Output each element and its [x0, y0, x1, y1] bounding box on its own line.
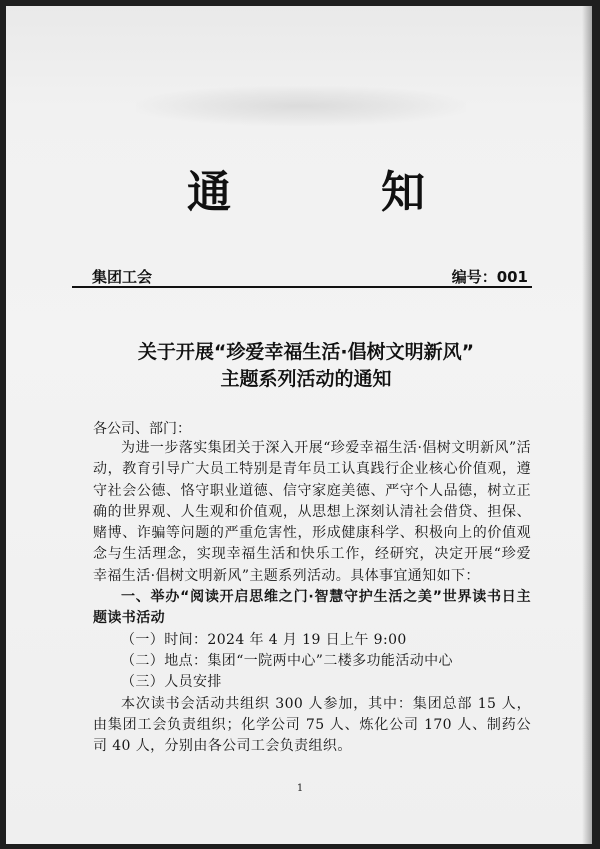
- page-number: 1: [296, 783, 304, 794]
- item-location: （二）地点：集团“一院两中心”二楼多功能活动中心: [121, 652, 453, 669]
- issuer-name: 集团工会: [92, 268, 153, 286]
- notice-body: [93, 438, 531, 757]
- header-divider: [72, 286, 532, 288]
- scan-smudge: [136, 86, 466, 126]
- intro-paragraph: 为进一步落实集团关于深入开展“珍爱幸福生活·倡树文明新风”活动，教育引导广大员工特别是青年员工认真践行企业核心价值观，遵守社会公德、恪守职业道德、信守家庭美德、严守个人品德，树立正确的世界观、人生观和价值观，从思想上深刻认清社会借贷、担保、赌博、诈骗等问题的严重危害性，形成健康科学、积极向上的价值观念与生活理念，实现幸福生活和快乐工作，经研究，决定开展“珍爱幸福生活·倡树文明新风”主题系列活动。具体事宜通知如下：: [93, 440, 531, 584]
- notice-title-line-2: 主题系列活动的通知: [220, 368, 392, 390]
- document-type-title: [6, 156, 592, 220]
- salutation: 各公司、部门：: [93, 421, 191, 437]
- title-char-2: 知: [381, 167, 425, 218]
- document-number: 编号：001: [451, 268, 528, 286]
- issuer-row: [92, 266, 528, 287]
- title-char-1: 通: [187, 167, 231, 218]
- item-time: （一）时间：2024 年 4 月 19 日上午 9:00: [121, 631, 407, 648]
- notice-title: [66, 339, 546, 393]
- section-1-heading: 一、举办“阅读开启思维之门·智慧守护生活之美”世界读书日主题读书活动: [93, 589, 531, 627]
- document-page: [6, 6, 592, 844]
- item-staffing-heading: （三）人员安排: [121, 674, 222, 691]
- staffing-paragraph: 本次读书会活动共组织 300 人参加，其中：集团总部 15 人，由集团工会负责组织；化学公司 75 人、炼化公司 170 人、制药公司 40 人，分别由各公司工会负责组织。: [93, 695, 531, 755]
- notice-title-line-1: 关于开展“珍爱幸福生活·倡树文明新风”: [137, 341, 475, 363]
- scan-edge-shadow: [582, 6, 592, 844]
